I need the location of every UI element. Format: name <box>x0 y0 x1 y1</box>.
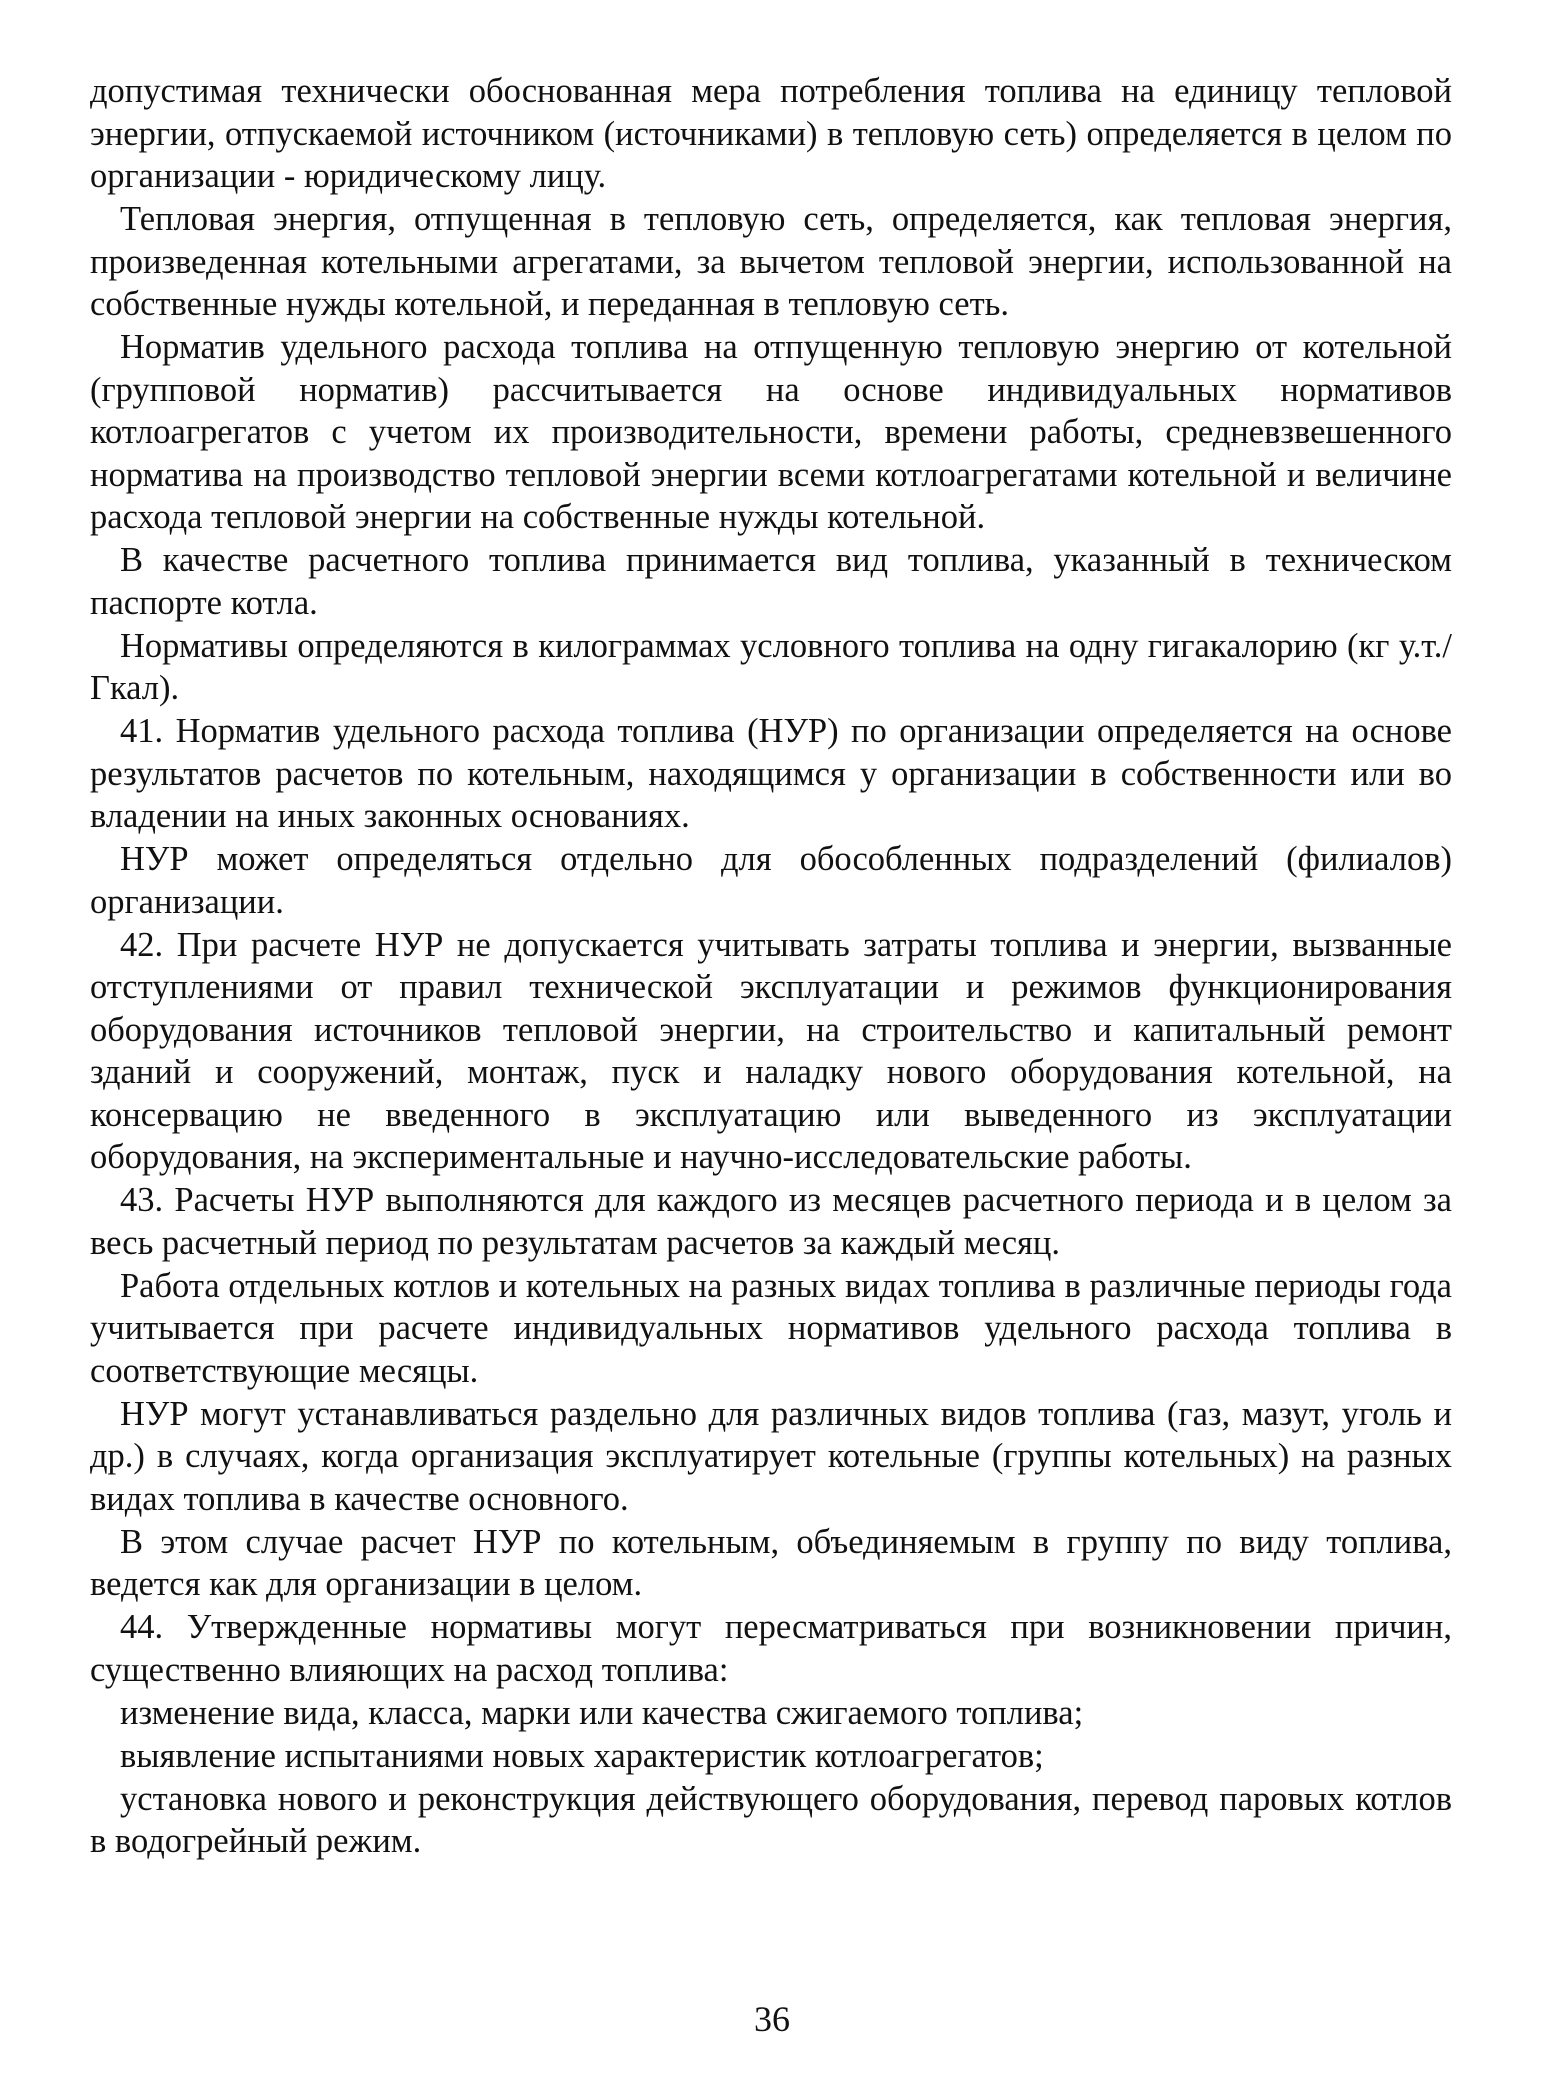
paragraph-item-44: 44. Утвержденные нормативы могут пересматриваться при возникновении причин, существенно влияющих на расход топлива: <box>90 1608 1452 1689</box>
paragraph-fuel-types-periods: Работа отдельных котлов и котельных на разных видах топлива в различные периоды года учитывается при расчете индивидуальных нормативов удельного расхода топлива в соответствующие месяцы. <box>90 1266 1452 1390</box>
paragraph-continuation: допустимая технически обоснованная мера потребления топлива на единицу тепловой энергии, отпускаемой источником (источниками) в тепловую сеть) определяется в целом по организации - юридическому лицу. <box>90 72 1452 195</box>
list-item-equipment-change: установка нового и реконструкция действующего оборудования, перевод паровых котлов в водогрейный режим. <box>90 1779 1452 1860</box>
list-item-fuel-change: изменение вида, класса, марки или качества сжигаемого топлива; <box>120 1693 1084 1732</box>
paragraph-design-fuel: В качестве расчетного топлива принимается вид топлива, указанный в техническом паспорте котла. <box>90 541 1452 622</box>
document-page <box>90 70 1452 1863</box>
paragraph-separate-norms: НУР могут устанавливаться раздельно для различных видов топлива (газ, мазут, уголь и др.) в случаях, когда организация эксплуатирует котельные (группы котельных) на разных видах топлива в качестве основного. <box>90 1394 1452 1518</box>
paragraph-item-41: 41. Норматив удельного расхода топлива (НУР) по организации определяется на основе результатов расчетов по котельным, находящимся у организации в собственности или во владении на иных законных основаниях. <box>90 712 1452 835</box>
paragraph-item-43: 43. Расчеты НУР выполняются для каждого из месяцев расчетного периода и в целом за весь расчетный период по результатам расчетов за каждый месяц. <box>90 1181 1452 1262</box>
paragraph-group-calculation: В этом случае расчет НУР по котельным, объединяемым в группу по виду топлива, ведется как для организации в целом. <box>90 1522 1452 1603</box>
page-number: 36 <box>754 1999 790 2039</box>
paragraph-norm-units: Нормативы определяются в килограммах условного топлива на одну гигакалорию (кг у.т./Гкал). <box>90 626 1452 707</box>
paragraph-group-norm: Норматив удельного расхода топлива на отпущенную тепловую энергию от котельной (групповой норматив) рассчитывается на основе индивидуальных нормативов котлоагрегатов с учетом их производительности, времени работы, средневзвешенного норматива на производство тепловой энергии всеми котлоагрегатами котельной и величине расхода тепловой энергии на собственные нужды котельной. <box>90 328 1452 536</box>
paragraph-heat-energy-definition: Тепловая энергия, отпущенная в тепловую сеть, определяется, как тепловая энергия, произведенная котельными агрегатами, за вычетом тепловой энергии, использованной на собственные нужды котельной, и переданная в тепловую сеть. <box>90 200 1452 323</box>
paragraph-item-42: 42. При расчете НУР не допускается учитывать затраты топлива и энергии, вызванные отступлениями от правил технической эксплуатации и режимов функционирования оборудования источников тепловой энергии, на строительство и капитальный ремонт зданий и сооружений, монтаж, пуск и наладку нового оборудования котельной, на консервацию не введенного в эксплуатацию или выведенного из эксплуатации оборудования, на экспериментальные и научно-исследовательские работы. <box>90 925 1452 1176</box>
paragraph-subdivisions: НУР может определяться отдельно для обособленных подразделений (филиалов) организации. <box>90 840 1452 921</box>
list-item-new-characteristics: выявление испытаниями новых характеристик котлоагрегатов; <box>120 1736 1044 1775</box>
